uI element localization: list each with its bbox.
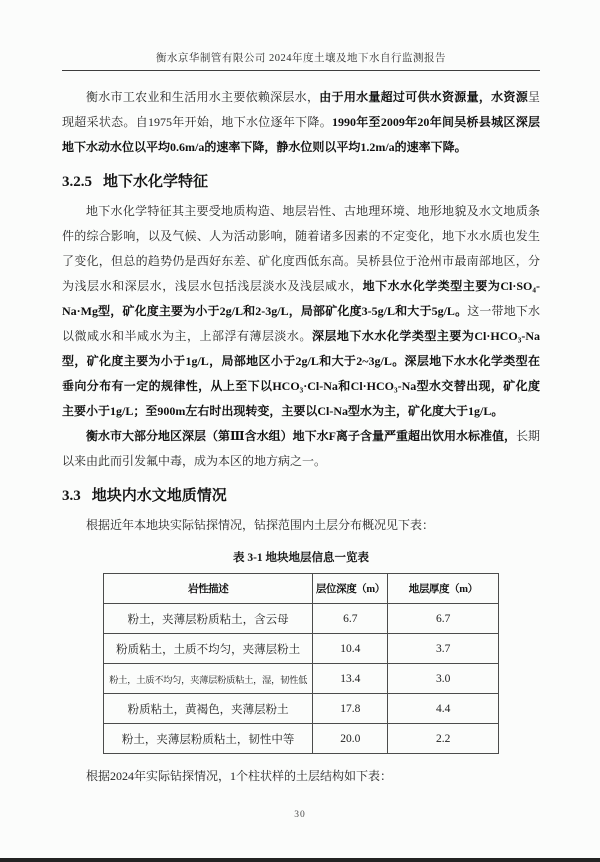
strata-table: [103, 573, 499, 754]
page-header: [62, 50, 540, 71]
text-segment: 衡水市工农业和生活用水主要依赖深层水，: [86, 90, 320, 104]
cell-depth: 13.4: [313, 664, 388, 694]
cell-depth: 6.7: [313, 604, 388, 634]
text-segment-bold: 由于用水量超过可供水资源量，水资源: [319, 90, 528, 104]
cell-lithology: 粉土，夹薄层粉质粘土，韧性中等: [104, 724, 313, 754]
section-title: 地块内水文地质情况: [91, 488, 227, 504]
table-row: [104, 634, 499, 664]
text-segment-bold: 衡水市大部分地区深层（第Ⅲ含水组）地下水F离子含量严重超出饮用水标准值，: [86, 429, 516, 443]
text-segment: 地下水化学特征其主要受地质构造、地层岩性、古地理环境、地形地貌及水文地质条件的综合影响，以及气候、人为活动影响，随着诸多因素的不定变化，地下水水质也发生了变化，但总的趋势仍是西好东差、矿化度西低东高。吴桥县位于沧州市最南部地区，分为浅层水和深层水，浅层水包括浅层淡水及浅层咸水，: [62, 204, 540, 293]
section-heading-3-3: [62, 485, 540, 507]
table-row: [104, 724, 499, 754]
cell-lithology: 粉土，土质不均匀，夹薄层粉质粘土，湿，韧性低: [104, 664, 313, 694]
table-row: [104, 604, 499, 634]
page-number: 30: [294, 810, 306, 820]
scan-bottom-edge: [0, 858, 600, 862]
text-segment-bold: 地下水水化学类型主要为Cl·SO₄-Na·Mg型，矿化度主要为小于2g/L和2-3g/L，局部矿化度3-5g/L和大于5g/L。: [62, 279, 540, 318]
cell-thickness: 2.2: [388, 724, 499, 754]
table-caption: 表 3-1 地块地层信息一览表: [232, 552, 370, 564]
cell-lithology: 粉土，夹薄层粉质粘土，含云母: [104, 604, 313, 634]
section-number: 3.3: [62, 488, 81, 504]
text-segment-bold: 1990年至2009年20年间吴桥县城区深层地下水动水位以平均0.6m/a的速率下降，静水位则以平均1.2m/a的速率下降。: [62, 115, 540, 154]
cell-depth: 10.4: [313, 634, 388, 664]
text-segment-bold: 深层地下水水化学类型主要为Cl·HCO₃-Na型，矿化度主要为小于1g/L，局部地区小于2g/L和大于2~3g/L。深层地下水水化学类型在垂向分布有一定的规律性，从上至下以HCO₃·Cl-Na和Cl·HCO₃-Na型水交替出现，矿化度主要小于1g/L；至900m左右时出现转变，主要以Cl-Na型水为主，矿化度大于1g/L。: [62, 329, 540, 418]
text-segment: 这一带地下水以微咸水和半咸水为主，上部浮有薄层淡水。: [62, 304, 540, 343]
section-title: 地下水化学特征: [103, 174, 209, 190]
text-segment: 长期以来由此而引发氟中毒，成为本区的地方病之一。: [62, 429, 540, 468]
header-title: 衡水京华制管有限公司 2024年度土壤及地下水自行监测报告: [62, 50, 540, 71]
paragraph-hydrochemistry: [62, 199, 540, 424]
cell-depth: 17.8: [313, 694, 388, 724]
cell-thickness: 4.4: [388, 694, 499, 724]
paragraph-drilling-intro: 根据近年本地块实际钻探情况，钻探范围内土层分布概况见下表：: [86, 518, 435, 532]
cell-lithology: 粉质粘土，土质不均匀，夹薄层粉土: [104, 634, 313, 664]
cell-thickness: 6.7: [388, 604, 499, 634]
column-header-lithology: 岩性描述: [104, 574, 313, 604]
cell-thickness: 3.0: [388, 664, 499, 694]
cell-lithology: 粉质粘土，黄褐色，夹薄层粉土: [104, 694, 313, 724]
table-row: [104, 694, 499, 724]
column-header-thickness: 地层厚度（m）: [388, 574, 499, 604]
paragraph-fluoride: [62, 424, 540, 474]
paragraph-column-sample: 根据2024年实际钻探情况，1个柱状样的土层结构如下表：: [86, 769, 393, 783]
cell-depth: 20.0: [313, 724, 388, 754]
paragraph-water-supply: [62, 85, 540, 160]
table-header-row: [104, 574, 499, 604]
text-segment: 呈现超采状态。自1975年开始，地下水位逐年下降。: [62, 90, 540, 129]
table-row: [104, 664, 499, 694]
column-header-depth: 层位深度（m）: [313, 574, 388, 604]
section-heading-3-2-5: [62, 171, 540, 193]
cell-thickness: 3.7: [388, 634, 499, 664]
section-number: 3.2.5: [62, 174, 92, 190]
